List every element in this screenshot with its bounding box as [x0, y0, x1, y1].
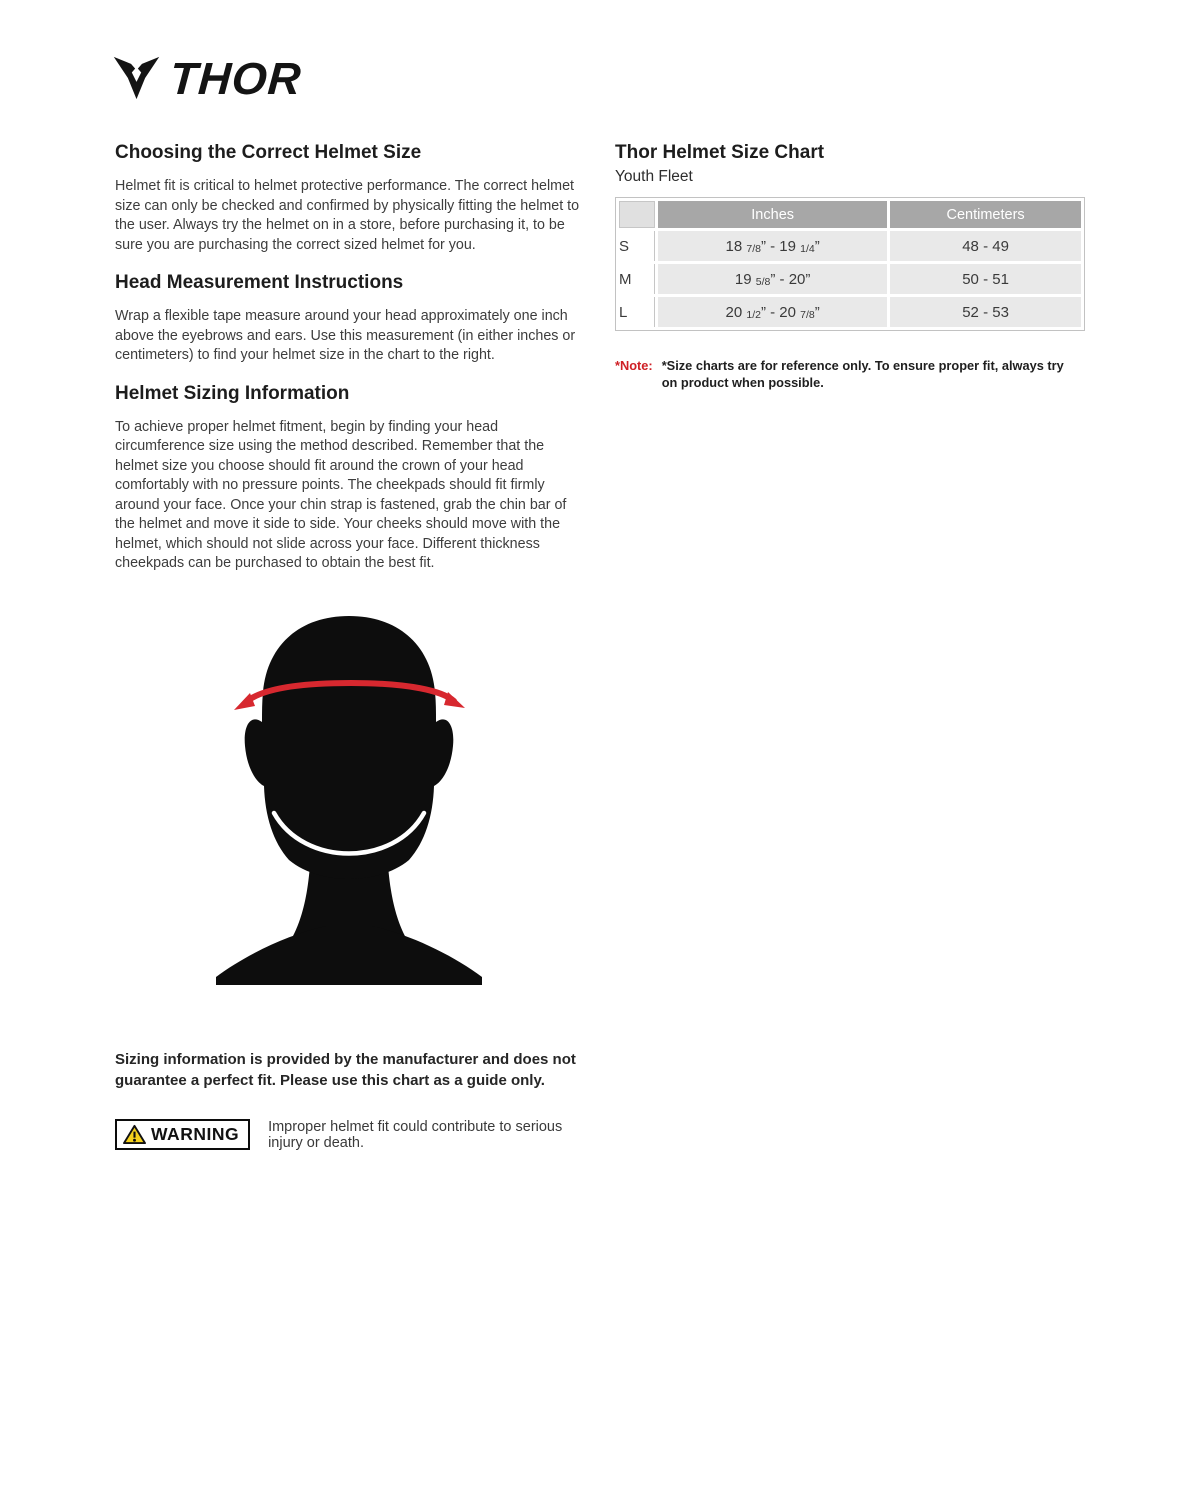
size-chart-table: [615, 197, 1085, 331]
brand-wordmark: THOR: [168, 52, 304, 104]
size-chart-note: [615, 357, 1087, 391]
thor-horns-icon: [113, 52, 160, 104]
note-label: *Note:: [615, 358, 653, 373]
section-measurement: [115, 272, 585, 366]
section-choosing-title: Choosing the Correct Helmet Size: [115, 142, 422, 163]
left-column: [115, 142, 585, 1151]
table-row: [619, 297, 1081, 327]
column-header-inches: Inches: [658, 201, 887, 228]
centimeters-cell: 52 - 53: [890, 297, 1081, 327]
inches-cell: 20 1/2” - 20 7/8”: [658, 297, 887, 327]
warning-label-box: [115, 1119, 250, 1150]
manufacturer-disclaimer: Sizing information is provided by the manufacturer and does not guarantee a perfect fit. Please use this chart as a guide only.: [115, 1050, 576, 1089]
table-header-row: [619, 201, 1081, 228]
size-table-body: [619, 231, 1081, 327]
section-measurement-body: Wrap a flexible tape measure around your head approximately one inch above the eyebrows and ears. Use this measurement (in either inches or centimeters) to find your helmet size in the chart to the right.: [115, 308, 576, 363]
table-row: [619, 231, 1081, 261]
size-label-cell: S: [619, 231, 655, 261]
warning-row: [115, 1119, 585, 1151]
inches-cell: 18 7/8” - 19 1/4”: [658, 231, 887, 261]
section-sizing-body: To achieve proper helmet fitment, begin by finding your head circumference size using the method described. Remember that the helmet size you choose should fit around the crown of your head comfortably with no pressure points. The cheekpads should fit firmly around your face. Once your chin strap is fastened, grab the chin bar of the helmet and move it side to side. Your cheeks should move with the helmet, which should not slide across your face. Different thickness cheekpads can be purchased to obtain the best fit.: [115, 418, 567, 571]
corner-cell: [619, 201, 655, 228]
section-sizing: [115, 383, 585, 574]
inches-cell: 19 5/8” - 20”: [658, 264, 887, 294]
note-text: *Size charts are for reference only. To ensure proper fit, always try on product when possible.: [661, 358, 1064, 390]
column-header-centimeters: Centimeters: [890, 201, 1081, 228]
section-choosing-body: Helmet fit is critical to helmet protective performance. The correct helmet size can only be checked and confirmed by physically fitting the helmet to the user. Always try the helmet on in a store, before purchasing it, to be sure you are purchasing the correct sized helmet for you.: [115, 178, 580, 253]
table-row: [619, 264, 1081, 294]
brand-logo: [113, 52, 302, 104]
warning-text: Improper helmet fit could contribute to serious injury or death.: [268, 1118, 563, 1151]
centimeters-cell: 48 - 49: [890, 231, 1081, 261]
centimeters-cell: 50 - 51: [890, 264, 1081, 294]
warning-triangle-icon: [123, 1124, 146, 1145]
right-column: [615, 142, 1087, 391]
size-label-cell: L: [619, 297, 655, 327]
size-label-cell: M: [619, 264, 655, 294]
head-silhouette-svg: [214, 604, 494, 989]
warning-label: WARNING: [151, 1123, 240, 1144]
size-chart-title: Thor Helmet Size Chart: [615, 142, 825, 163]
size-chart-subtitle: Youth Fleet: [615, 168, 693, 185]
section-choosing: [115, 142, 585, 255]
section-sizing-title: Helmet Sizing Information: [115, 382, 350, 404]
section-measurement-title: Head Measurement Instructions: [115, 272, 404, 293]
head-measurement-silhouette: [214, 604, 494, 989]
